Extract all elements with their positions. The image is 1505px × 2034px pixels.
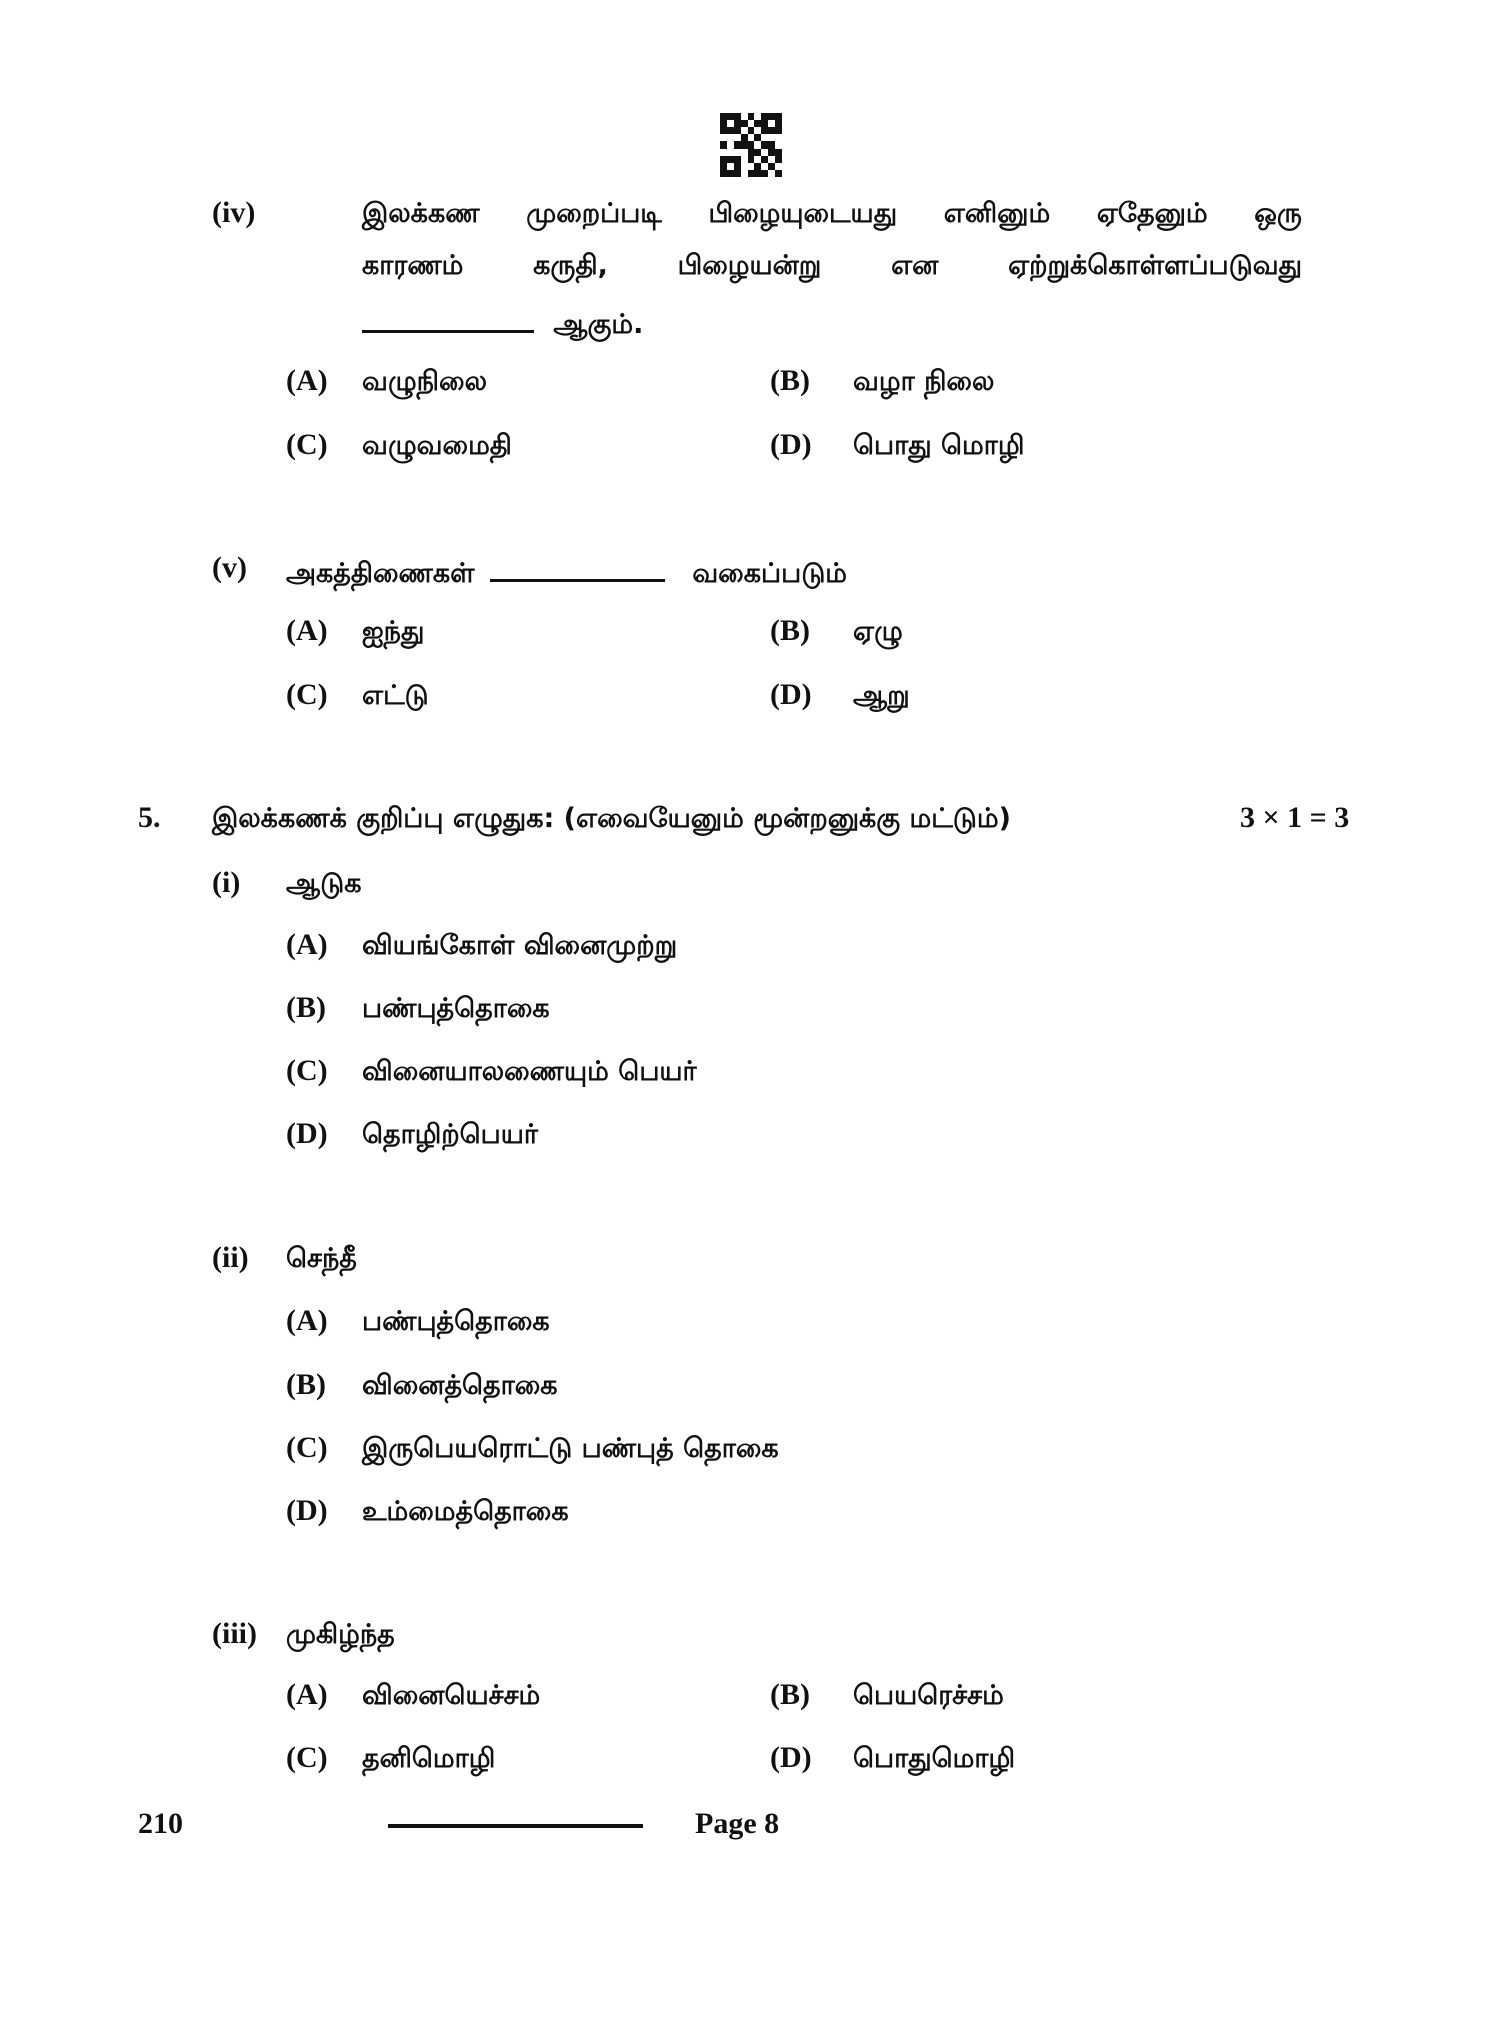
option-label: (D): [770, 428, 812, 461]
question-line-1: [362, 198, 1302, 233]
option-text: வினைத்தொகை: [362, 1370, 558, 1401]
option-text: பொதுமொழி: [853, 1743, 1016, 1774]
option-text: வழுநிலை: [362, 366, 488, 397]
option-label: (B): [286, 1368, 326, 1401]
subquestion-number: (iii): [212, 1617, 257, 1650]
word: பிழையன்று: [677, 250, 822, 281]
option-text: தொழிற்பெயர்: [362, 1119, 539, 1150]
option-label: (A): [286, 1678, 328, 1711]
page-number: Page 8: [695, 1807, 780, 1840]
option-label: (C): [286, 1431, 328, 1464]
option-label: (C): [286, 1054, 328, 1087]
option-label: (B): [770, 1678, 810, 1711]
word: முறைப்படி: [526, 198, 662, 229]
option-text: வினையெச்சம்: [362, 1680, 541, 1711]
word: எனினும்: [943, 198, 1051, 229]
question-text: [286, 553, 847, 593]
option-text: வினையாலணையும் பெயர்: [362, 1056, 697, 1087]
question-number: (v): [212, 551, 247, 584]
option-label: (A): [286, 364, 328, 397]
suffix-text: ஆகும்.: [553, 309, 644, 340]
word: என: [891, 250, 939, 281]
option-label: (C): [286, 678, 328, 711]
word: பிழையுடையது: [708, 198, 898, 229]
word: கருதி,: [533, 250, 608, 281]
option-text: ஆறு: [853, 680, 910, 711]
word: ஒரு: [1254, 198, 1302, 229]
qr-code-icon: [720, 113, 782, 177]
option-label: (B): [770, 364, 810, 397]
option-label: (D): [286, 1494, 328, 1527]
option-label: (C): [286, 1741, 328, 1774]
word: ஏற்றுக்கொள்ளப்படுவது: [1008, 250, 1302, 281]
option-text: இருபெயரொட்டு பண்புத் தொகை: [362, 1433, 779, 1464]
marks-label: 3 × 1 = 3: [1240, 801, 1350, 834]
subquestion-number: (i): [212, 866, 241, 899]
option-text: பொது மொழி: [853, 430, 1025, 461]
option-text: பண்புத்தொகை: [362, 1306, 550, 1337]
option-label: (A): [286, 928, 328, 961]
option-label: (C): [286, 428, 328, 461]
option-label: (D): [286, 1117, 328, 1150]
option-text: உம்மைத்தொகை: [362, 1496, 569, 1527]
option-text: ஐந்து: [362, 616, 425, 647]
word: காரணம்: [362, 250, 464, 281]
question-number: 5.: [138, 801, 161, 834]
question-line-2: [362, 250, 1302, 285]
prefix-text: அகத்திணைகள்: [286, 558, 475, 589]
option-label: (D): [770, 1741, 812, 1774]
option-label: (B): [770, 614, 810, 647]
question-number: (iv): [212, 196, 256, 229]
option-label: (D): [770, 678, 812, 711]
question-line-3: [362, 302, 643, 344]
answer-blank: [362, 302, 534, 333]
word: ஏதேனும்: [1096, 198, 1208, 229]
subquestion-word: முகிழ்ந்த: [286, 1619, 395, 1650]
option-text: எட்டு: [362, 680, 429, 711]
suffix-text: வகைப்படும்: [692, 558, 848, 589]
paper-code: 210: [138, 1807, 183, 1840]
subquestion-word: செந்தீ: [286, 1243, 357, 1274]
footer-divider: [388, 1824, 643, 1828]
option-text: வழா நிலை: [853, 366, 995, 397]
subquestion-number: (ii): [212, 1241, 249, 1274]
subquestion-word: ஆடுக: [286, 868, 362, 899]
option-text: ஏழு: [853, 616, 903, 647]
option-text: பெயரெச்சம்: [853, 1680, 1004, 1711]
answer-blank: [490, 553, 665, 582]
option-text: பண்புத்தொகை: [362, 993, 550, 1024]
option-text: வழுவமைதி: [362, 430, 512, 461]
option-label: (B): [286, 991, 326, 1024]
option-label: (A): [286, 1304, 328, 1337]
option-text: தனிமொழி: [362, 1743, 496, 1774]
question-instruction: இலக்கணக் குறிப்பு எழுதுக: (எவையேனும் மூன்றனுக்கு மட்டும்): [212, 803, 1011, 834]
option-text: வியங்கோள் வினைமுற்று: [362, 930, 678, 961]
option-label: (A): [286, 614, 328, 647]
word: இலக்கண: [362, 198, 480, 229]
